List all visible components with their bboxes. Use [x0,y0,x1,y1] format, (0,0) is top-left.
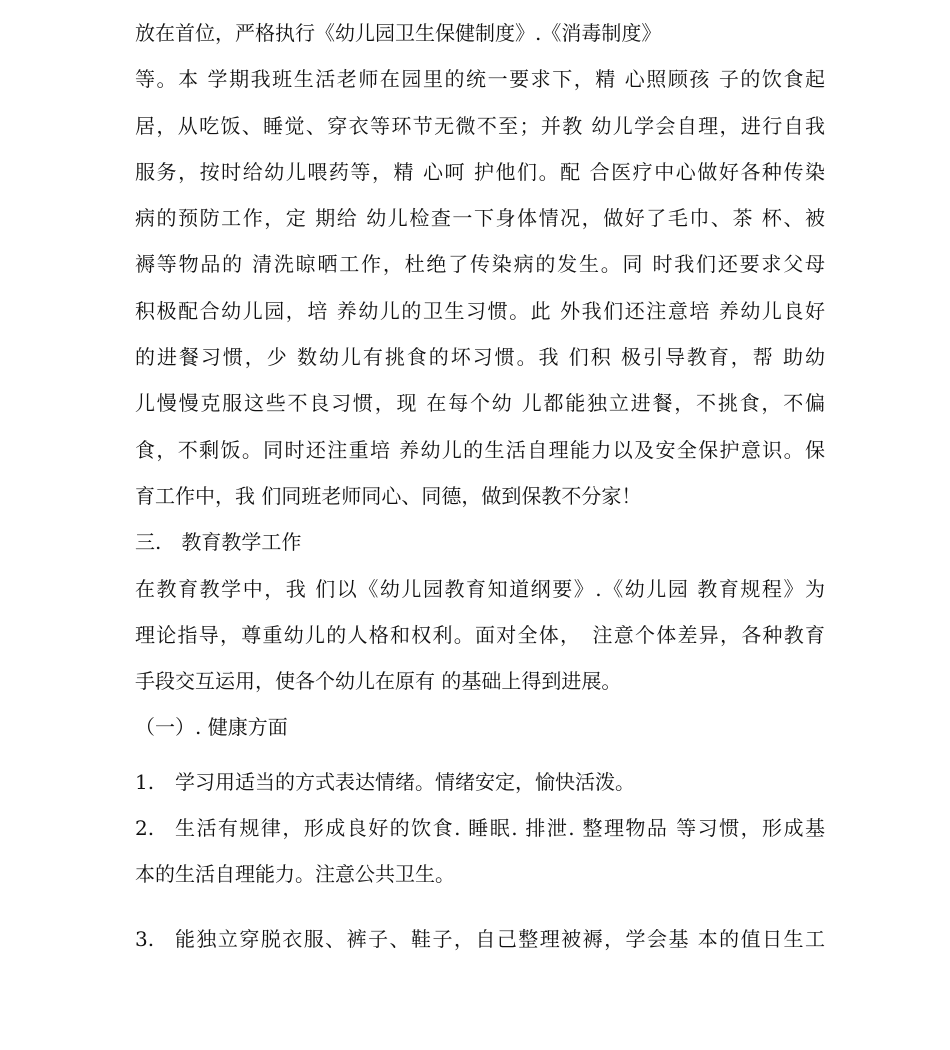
list-item [135,759,825,805]
text-line: 积极配合幼儿园，培 养幼儿的卫生习惯。此 外我们还注意培 养幼儿良好 [135,298,825,323]
list-text: 能独立穿脱衣服、裤子、鞋子，自己整理被褥，学会基 本的值日生工 [175,926,825,951]
document-page [135,10,825,962]
text-line: 居，从吃饭、睡觉、穿衣等环节无微不至；并教 幼儿学会自理，进行自我 [135,113,825,138]
text-line: 褥等物品的 清洗晾晒工作，杜绝了传染病的发生。同 时我们还要求父母 [135,252,825,277]
section-heading: 三. 教育教学工作 [135,530,302,555]
list-item [135,805,825,851]
list-item [135,916,825,962]
list-number: 2. [135,816,155,841]
text-line: 手段交互运用，使各个幼儿在原有 的基础上得到进展。 [135,669,622,694]
list-item-continuation: 本的生活自理能力。注意公共卫生。 [135,862,455,887]
subsection-heading: （一）. 健康方面 [135,715,288,740]
list-text: 生活有规律，形成良好的饮食. 睡眠. 排泄. 整理物品 等习惯，形成基 [175,816,825,841]
list-number: 1. [135,769,155,794]
text-line: 病的预防工作，定 期给 幼儿检查一下身体情况，做好了毛巾、茶 杯、被 [135,206,825,231]
text-line: 食，不剩饭。同时还注重培 养幼儿的生活自理能力以及安全保护意识。保 [135,437,825,462]
text-line: 等。本 学期我班生活老师在园里的统一要求下，精 心照顾孩 子的饮食起 [135,67,825,92]
text-line: 放在首位，严格执行《幼儿园卫生保健制度》.《消毒制度》 [135,21,662,45]
list-number: 3. [135,926,155,951]
list-text: 学习用适当的方式表达情绪。情绪安定，愉快活泼。 [175,769,635,794]
text-line: 在教育教学中，我 们以《幼儿园教育知道纲要》.《幼儿园 教育规程》为 [135,576,825,601]
text-line: 育工作中，我 们同班老师同心、同德，做到保教不分家！ [135,483,642,508]
text-line: 儿慢慢克服这些不良习惯，现 在每个幼 儿都能独立进餐，不挑食，不偏 [135,391,825,416]
text-line: 理论指导，尊重幼儿的人格和权利。面对全体， 注意个体差异，各种教育 [135,622,825,647]
text-line: 服务，按时给幼儿喂药等，精 心呵 护他们。配 合医疗中心做好各种传染 [135,159,825,184]
text-line: 的进餐习惯，少 数幼儿有挑食的坏习惯。我 们积 极引导教育，帮 助幼 [135,345,825,370]
